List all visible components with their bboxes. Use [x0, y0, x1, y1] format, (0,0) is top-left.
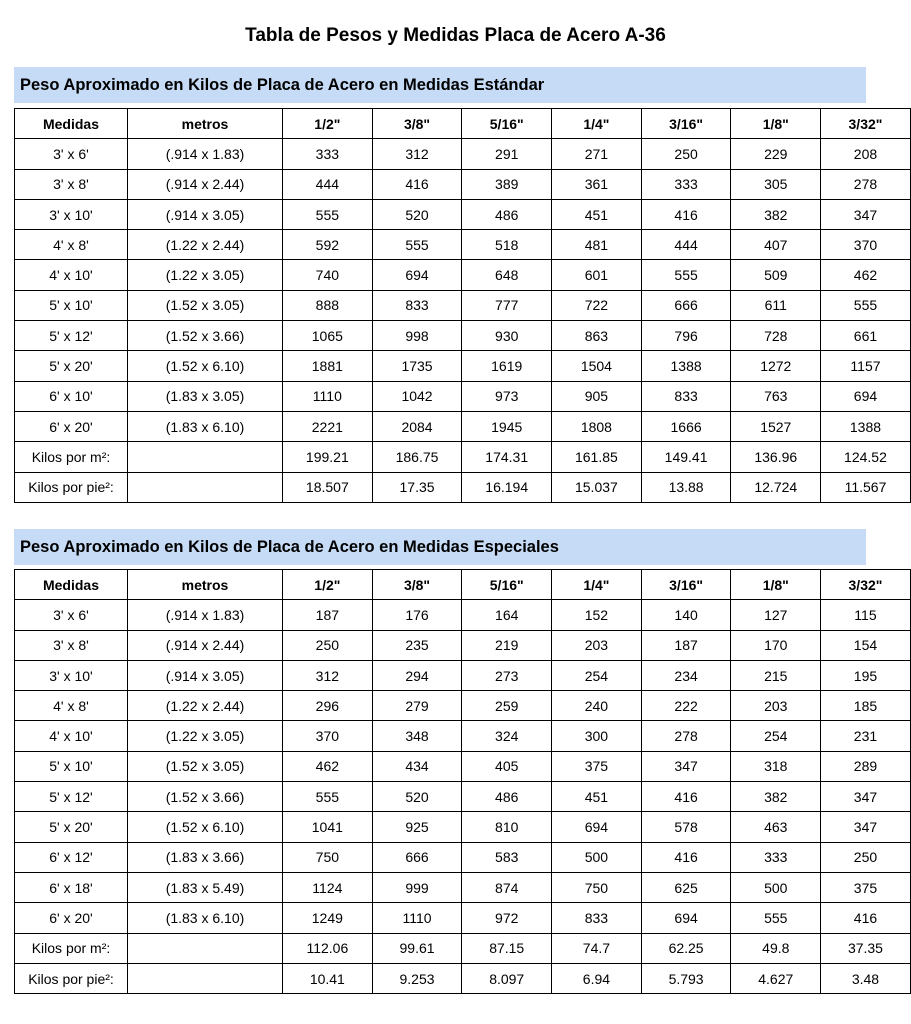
column-header: 3/16"	[641, 570, 731, 600]
weight-cell: 1666	[641, 411, 731, 441]
column-header: 1/4"	[552, 109, 642, 139]
weight-cell: 305	[731, 169, 821, 199]
column-header: Medidas	[15, 109, 128, 139]
weight-cell: 462	[821, 260, 911, 290]
weight-cell: 463	[731, 812, 821, 842]
weight-cell: 13.88	[641, 472, 731, 502]
weight-cell: 863	[552, 321, 642, 351]
weight-cell: 254	[552, 660, 642, 690]
weight-cell: 555	[283, 782, 373, 812]
meters-cell: (1.22 x 2.44)	[128, 691, 283, 721]
meters-cell	[128, 933, 283, 963]
weight-cell: 370	[283, 721, 373, 751]
weight-cell: 694	[821, 381, 911, 411]
weight-cell: 152	[552, 600, 642, 630]
weight-cell: 375	[821, 872, 911, 902]
size-cell: 5' x 10'	[15, 751, 128, 781]
size-cell: 5' x 20'	[15, 351, 128, 381]
weight-cell: 312	[372, 139, 462, 169]
weight-cell: 333	[641, 169, 731, 199]
weight-cell: 294	[372, 660, 462, 690]
meters-cell: (1.52 x 3.05)	[128, 751, 283, 781]
weight-cell: 112.06	[283, 933, 373, 963]
weight-cell: 1808	[552, 411, 642, 441]
weight-cell: 578	[641, 812, 731, 842]
table-row	[15, 963, 911, 993]
weight-cell: 164	[462, 600, 552, 630]
weight-cell: 234	[641, 660, 731, 690]
size-cell: 3' x 6'	[15, 600, 128, 630]
size-cell: 3' x 8'	[15, 630, 128, 660]
size-cell: 6' x 20'	[15, 903, 128, 933]
weight-cell: 370	[821, 230, 911, 260]
meters-cell: (.914 x 1.83)	[128, 600, 283, 630]
weight-cell: 199.21	[283, 442, 373, 472]
table-row	[15, 751, 911, 781]
weight-cell: 12.724	[731, 472, 821, 502]
table-row	[15, 721, 911, 751]
table-row	[15, 842, 911, 872]
weight-cell: 973	[462, 381, 552, 411]
weight-cell: 4.627	[731, 963, 821, 993]
meters-cell: (1.83 x 5.49)	[128, 872, 283, 902]
weight-cell: 1272	[731, 351, 821, 381]
weight-cell: 555	[372, 230, 462, 260]
weight-cell: 312	[283, 660, 373, 690]
weight-cell: 763	[731, 381, 821, 411]
meters-cell: (.914 x 3.05)	[128, 660, 283, 690]
table-row	[15, 691, 911, 721]
weight-cell: 666	[372, 842, 462, 872]
size-cell: 4' x 8'	[15, 691, 128, 721]
weight-cell: 601	[552, 260, 642, 290]
weight-cell: 500	[552, 842, 642, 872]
size-cell: 5' x 20'	[15, 812, 128, 842]
meters-cell: (1.83 x 6.10)	[128, 903, 283, 933]
weight-cell: 3.48	[821, 963, 911, 993]
weight-cell: 1157	[821, 351, 911, 381]
size-cell: 5' x 10'	[15, 290, 128, 320]
weight-cell: 347	[821, 199, 911, 229]
weight-cell: 15.037	[552, 472, 642, 502]
weight-cell: 648	[462, 260, 552, 290]
meters-cell	[128, 472, 283, 502]
weight-cell: 1124	[283, 872, 373, 902]
weight-cell: 416	[821, 903, 911, 933]
weight-cell: 9.253	[372, 963, 462, 993]
column-header: 1/2"	[283, 109, 373, 139]
weight-cell: 185	[821, 691, 911, 721]
weight-cell: 661	[821, 321, 911, 351]
weight-cell: 17.35	[372, 472, 462, 502]
weight-cell: 888	[283, 290, 373, 320]
meters-cell: (.914 x 3.05)	[128, 199, 283, 229]
weight-cell: 250	[641, 139, 731, 169]
weight-cell: 208	[821, 139, 911, 169]
weight-cell: 289	[821, 751, 911, 781]
weight-cell: 405	[462, 751, 552, 781]
weight-cell: 925	[372, 812, 462, 842]
weight-cell: 361	[552, 169, 642, 199]
weight-cell: 451	[552, 199, 642, 229]
weight-cell: 375	[552, 751, 642, 781]
size-cell: 4' x 10'	[15, 721, 128, 751]
meters-cell: (1.52 x 3.05)	[128, 290, 283, 320]
column-header: Medidas	[15, 570, 128, 600]
weight-cell: 998	[372, 321, 462, 351]
meters-cell: (1.22 x 2.44)	[128, 230, 283, 260]
table-row	[15, 442, 911, 472]
size-cell: 6' x 20'	[15, 411, 128, 441]
weight-cell: 1110	[283, 381, 373, 411]
weight-cell: 509	[731, 260, 821, 290]
weight-cell: 271	[552, 139, 642, 169]
column-header: 5/16"	[462, 109, 552, 139]
column-header: metros	[128, 109, 283, 139]
table-row	[15, 630, 911, 660]
weight-cell: 694	[552, 812, 642, 842]
size-cell: Kilos por pie²:	[15, 963, 128, 993]
size-cell: 3' x 10'	[15, 660, 128, 690]
column-header: 3/16"	[641, 109, 731, 139]
weight-cell: 62.25	[641, 933, 731, 963]
weight-cell: 250	[821, 842, 911, 872]
table-row	[15, 903, 911, 933]
weight-cell: 520	[372, 199, 462, 229]
size-cell: 6' x 10'	[15, 381, 128, 411]
weight-cell: 136.96	[731, 442, 821, 472]
table-row	[15, 782, 911, 812]
weight-cell: 140	[641, 600, 731, 630]
meters-cell: (1.52 x 6.10)	[128, 812, 283, 842]
weight-cell: 333	[283, 139, 373, 169]
meters-cell: (1.52 x 6.10)	[128, 351, 283, 381]
weight-cell: 1527	[731, 411, 821, 441]
weight-cell: 750	[283, 842, 373, 872]
table-row	[15, 169, 911, 199]
table-row	[15, 472, 911, 502]
meters-cell: (1.83 x 3.05)	[128, 381, 283, 411]
weight-cell: 555	[821, 290, 911, 320]
weight-cell: 481	[552, 230, 642, 260]
weight-cell: 195	[821, 660, 911, 690]
weight-cell: 2084	[372, 411, 462, 441]
column-header: 3/32"	[821, 570, 911, 600]
weight-cell: 416	[641, 842, 731, 872]
weight-cell: 74.7	[552, 933, 642, 963]
weight-cell: 278	[641, 721, 731, 751]
weight-cell: 416	[372, 169, 462, 199]
column-header: 3/8"	[372, 109, 462, 139]
weight-cell: 1504	[552, 351, 642, 381]
table-row	[15, 933, 911, 963]
table-header-row	[15, 109, 911, 139]
weight-cell: 300	[552, 721, 642, 751]
page-title: Tabla de Pesos y Medidas Placa de Acero A-36	[245, 25, 666, 46]
size-cell: 4' x 8'	[15, 230, 128, 260]
weight-cell: 833	[372, 290, 462, 320]
table-row	[15, 230, 911, 260]
table-row	[15, 600, 911, 630]
weight-cell: 486	[462, 782, 552, 812]
weight-cell: 972	[462, 903, 552, 933]
weight-cell: 382	[731, 199, 821, 229]
weight-cell: 500	[731, 872, 821, 902]
weight-cell: 324	[462, 721, 552, 751]
table-row	[15, 812, 911, 842]
weight-cell: 1249	[283, 903, 373, 933]
size-cell: 3' x 10'	[15, 199, 128, 229]
weight-cell: 722	[552, 290, 642, 320]
weight-cell: 750	[552, 872, 642, 902]
weight-cell: 333	[731, 842, 821, 872]
weight-cell: 16.194	[462, 472, 552, 502]
table-row	[15, 290, 911, 320]
weight-cell: 49.8	[731, 933, 821, 963]
weight-cell: 930	[462, 321, 552, 351]
weight-cell: 115	[821, 600, 911, 630]
weight-cell: 37.35	[821, 933, 911, 963]
size-cell: 6' x 18'	[15, 872, 128, 902]
size-cell: 3' x 6'	[15, 139, 128, 169]
weight-cell: 592	[283, 230, 373, 260]
meters-cell	[128, 963, 283, 993]
meters-cell: (1.52 x 3.66)	[128, 321, 283, 351]
size-cell: Kilos por m²:	[15, 442, 128, 472]
weight-cell: 728	[731, 321, 821, 351]
weight-cell: 174.31	[462, 442, 552, 472]
column-header: metros	[128, 570, 283, 600]
size-cell: Kilos por pie²:	[15, 472, 128, 502]
size-cell: 5' x 12'	[15, 782, 128, 812]
weight-cell: 1388	[641, 351, 731, 381]
weight-cell: 694	[641, 903, 731, 933]
meters-cell: (.914 x 1.83)	[128, 139, 283, 169]
weight-cell: 555	[641, 260, 731, 290]
weight-cell: 796	[641, 321, 731, 351]
weight-cell: 124.52	[821, 442, 911, 472]
weight-cell: 176	[372, 600, 462, 630]
column-header: 1/4"	[552, 570, 642, 600]
weight-cell: 10.41	[283, 963, 373, 993]
column-header: 3/32"	[821, 109, 911, 139]
weight-cell: 444	[283, 169, 373, 199]
weight-cell: 666	[641, 290, 731, 320]
weight-cell: 318	[731, 751, 821, 781]
weight-cell: 235	[372, 630, 462, 660]
weight-cell: 87.15	[462, 933, 552, 963]
column-header: 1/8"	[731, 109, 821, 139]
weight-cell: 215	[731, 660, 821, 690]
weight-cell: 254	[731, 721, 821, 751]
weight-cell: 154	[821, 630, 911, 660]
meters-cell: (.914 x 2.44)	[128, 630, 283, 660]
weight-cell: 777	[462, 290, 552, 320]
standard-section-heading: Peso Aproximado en Kilos de Placa de Acero en Medidas Estándar	[14, 67, 866, 103]
weight-cell: 486	[462, 199, 552, 229]
weight-cell: 347	[821, 782, 911, 812]
weight-cell: 999	[372, 872, 462, 902]
weight-cell: 611	[731, 290, 821, 320]
weight-cell: 187	[641, 630, 731, 660]
weight-cell: 833	[641, 381, 731, 411]
table-row	[15, 411, 911, 441]
meters-cell: (.914 x 2.44)	[128, 169, 283, 199]
meters-cell: (1.22 x 3.05)	[128, 260, 283, 290]
weight-cell: 389	[462, 169, 552, 199]
special-section-heading: Peso Aproximado en Kilos de Placa de Acero en Medidas Especiales	[14, 529, 866, 565]
weight-cell: 905	[552, 381, 642, 411]
weight-cell: 1735	[372, 351, 462, 381]
weight-cell: 203	[731, 691, 821, 721]
weight-cell: 1881	[283, 351, 373, 381]
weight-cell: 382	[731, 782, 821, 812]
weight-cell: 833	[552, 903, 642, 933]
weight-cell: 555	[731, 903, 821, 933]
column-header: 3/8"	[372, 570, 462, 600]
weight-cell: 279	[372, 691, 462, 721]
size-cell: 4' x 10'	[15, 260, 128, 290]
weight-cell: 520	[372, 782, 462, 812]
weight-cell: 99.61	[372, 933, 462, 963]
weight-cell: 1619	[462, 351, 552, 381]
size-cell: Kilos por m²:	[15, 933, 128, 963]
weight-cell: 219	[462, 630, 552, 660]
weight-cell: 170	[731, 630, 821, 660]
weight-cell: 347	[641, 751, 731, 781]
weight-cell: 127	[731, 600, 821, 630]
weight-cell: 444	[641, 230, 731, 260]
size-cell: 3' x 8'	[15, 169, 128, 199]
weight-cell: 240	[552, 691, 642, 721]
weight-cell: 451	[552, 782, 642, 812]
weight-cell: 222	[641, 691, 731, 721]
column-header: 5/16"	[462, 570, 552, 600]
special-weights-table	[14, 569, 911, 994]
weight-cell: 874	[462, 872, 552, 902]
weight-cell: 1388	[821, 411, 911, 441]
table-header-row	[15, 570, 911, 600]
weight-cell: 416	[641, 782, 731, 812]
table-row	[15, 199, 911, 229]
weight-cell: 740	[283, 260, 373, 290]
meters-cell: (1.83 x 3.66)	[128, 842, 283, 872]
weight-cell: 250	[283, 630, 373, 660]
weight-cell: 8.097	[462, 963, 552, 993]
weight-cell: 1042	[372, 381, 462, 411]
weight-cell: 416	[641, 199, 731, 229]
weight-cell: 348	[372, 721, 462, 751]
table-row	[15, 660, 911, 690]
weight-cell: 259	[462, 691, 552, 721]
weight-cell: 296	[283, 691, 373, 721]
weight-cell: 203	[552, 630, 642, 660]
weight-cell: 5.793	[641, 963, 731, 993]
weight-cell: 186.75	[372, 442, 462, 472]
weight-cell: 229	[731, 139, 821, 169]
weight-cell: 6.94	[552, 963, 642, 993]
meters-cell	[128, 442, 283, 472]
table-row	[15, 351, 911, 381]
weight-cell: 407	[731, 230, 821, 260]
size-cell: 5' x 12'	[15, 321, 128, 351]
meters-cell: (1.22 x 3.05)	[128, 721, 283, 751]
weight-cell: 187	[283, 600, 373, 630]
weight-cell: 518	[462, 230, 552, 260]
table-row	[15, 139, 911, 169]
weight-cell: 11.567	[821, 472, 911, 502]
weight-cell: 625	[641, 872, 731, 902]
table-row	[15, 321, 911, 351]
weight-cell: 231	[821, 721, 911, 751]
weight-cell: 273	[462, 660, 552, 690]
weight-cell: 1110	[372, 903, 462, 933]
weight-cell: 1945	[462, 411, 552, 441]
table-row	[15, 872, 911, 902]
weight-cell: 18.507	[283, 472, 373, 502]
column-header: 1/8"	[731, 570, 821, 600]
weight-cell: 278	[821, 169, 911, 199]
standard-weights-table	[14, 108, 911, 503]
weight-cell: 161.85	[552, 442, 642, 472]
weight-cell: 1065	[283, 321, 373, 351]
weight-cell: 291	[462, 139, 552, 169]
weight-cell: 810	[462, 812, 552, 842]
column-header: 1/2"	[283, 570, 373, 600]
table-row	[15, 381, 911, 411]
size-cell: 6' x 12'	[15, 842, 128, 872]
weight-cell: 583	[462, 842, 552, 872]
weight-cell: 1041	[283, 812, 373, 842]
weight-cell: 347	[821, 812, 911, 842]
weight-cell: 462	[283, 751, 373, 781]
weight-cell: 694	[372, 260, 462, 290]
weight-cell: 555	[283, 199, 373, 229]
weight-cell: 2221	[283, 411, 373, 441]
meters-cell: (1.52 x 3.66)	[128, 782, 283, 812]
table-row	[15, 260, 911, 290]
weight-cell: 149.41	[641, 442, 731, 472]
weight-cell: 434	[372, 751, 462, 781]
meters-cell: (1.83 x 6.10)	[128, 411, 283, 441]
